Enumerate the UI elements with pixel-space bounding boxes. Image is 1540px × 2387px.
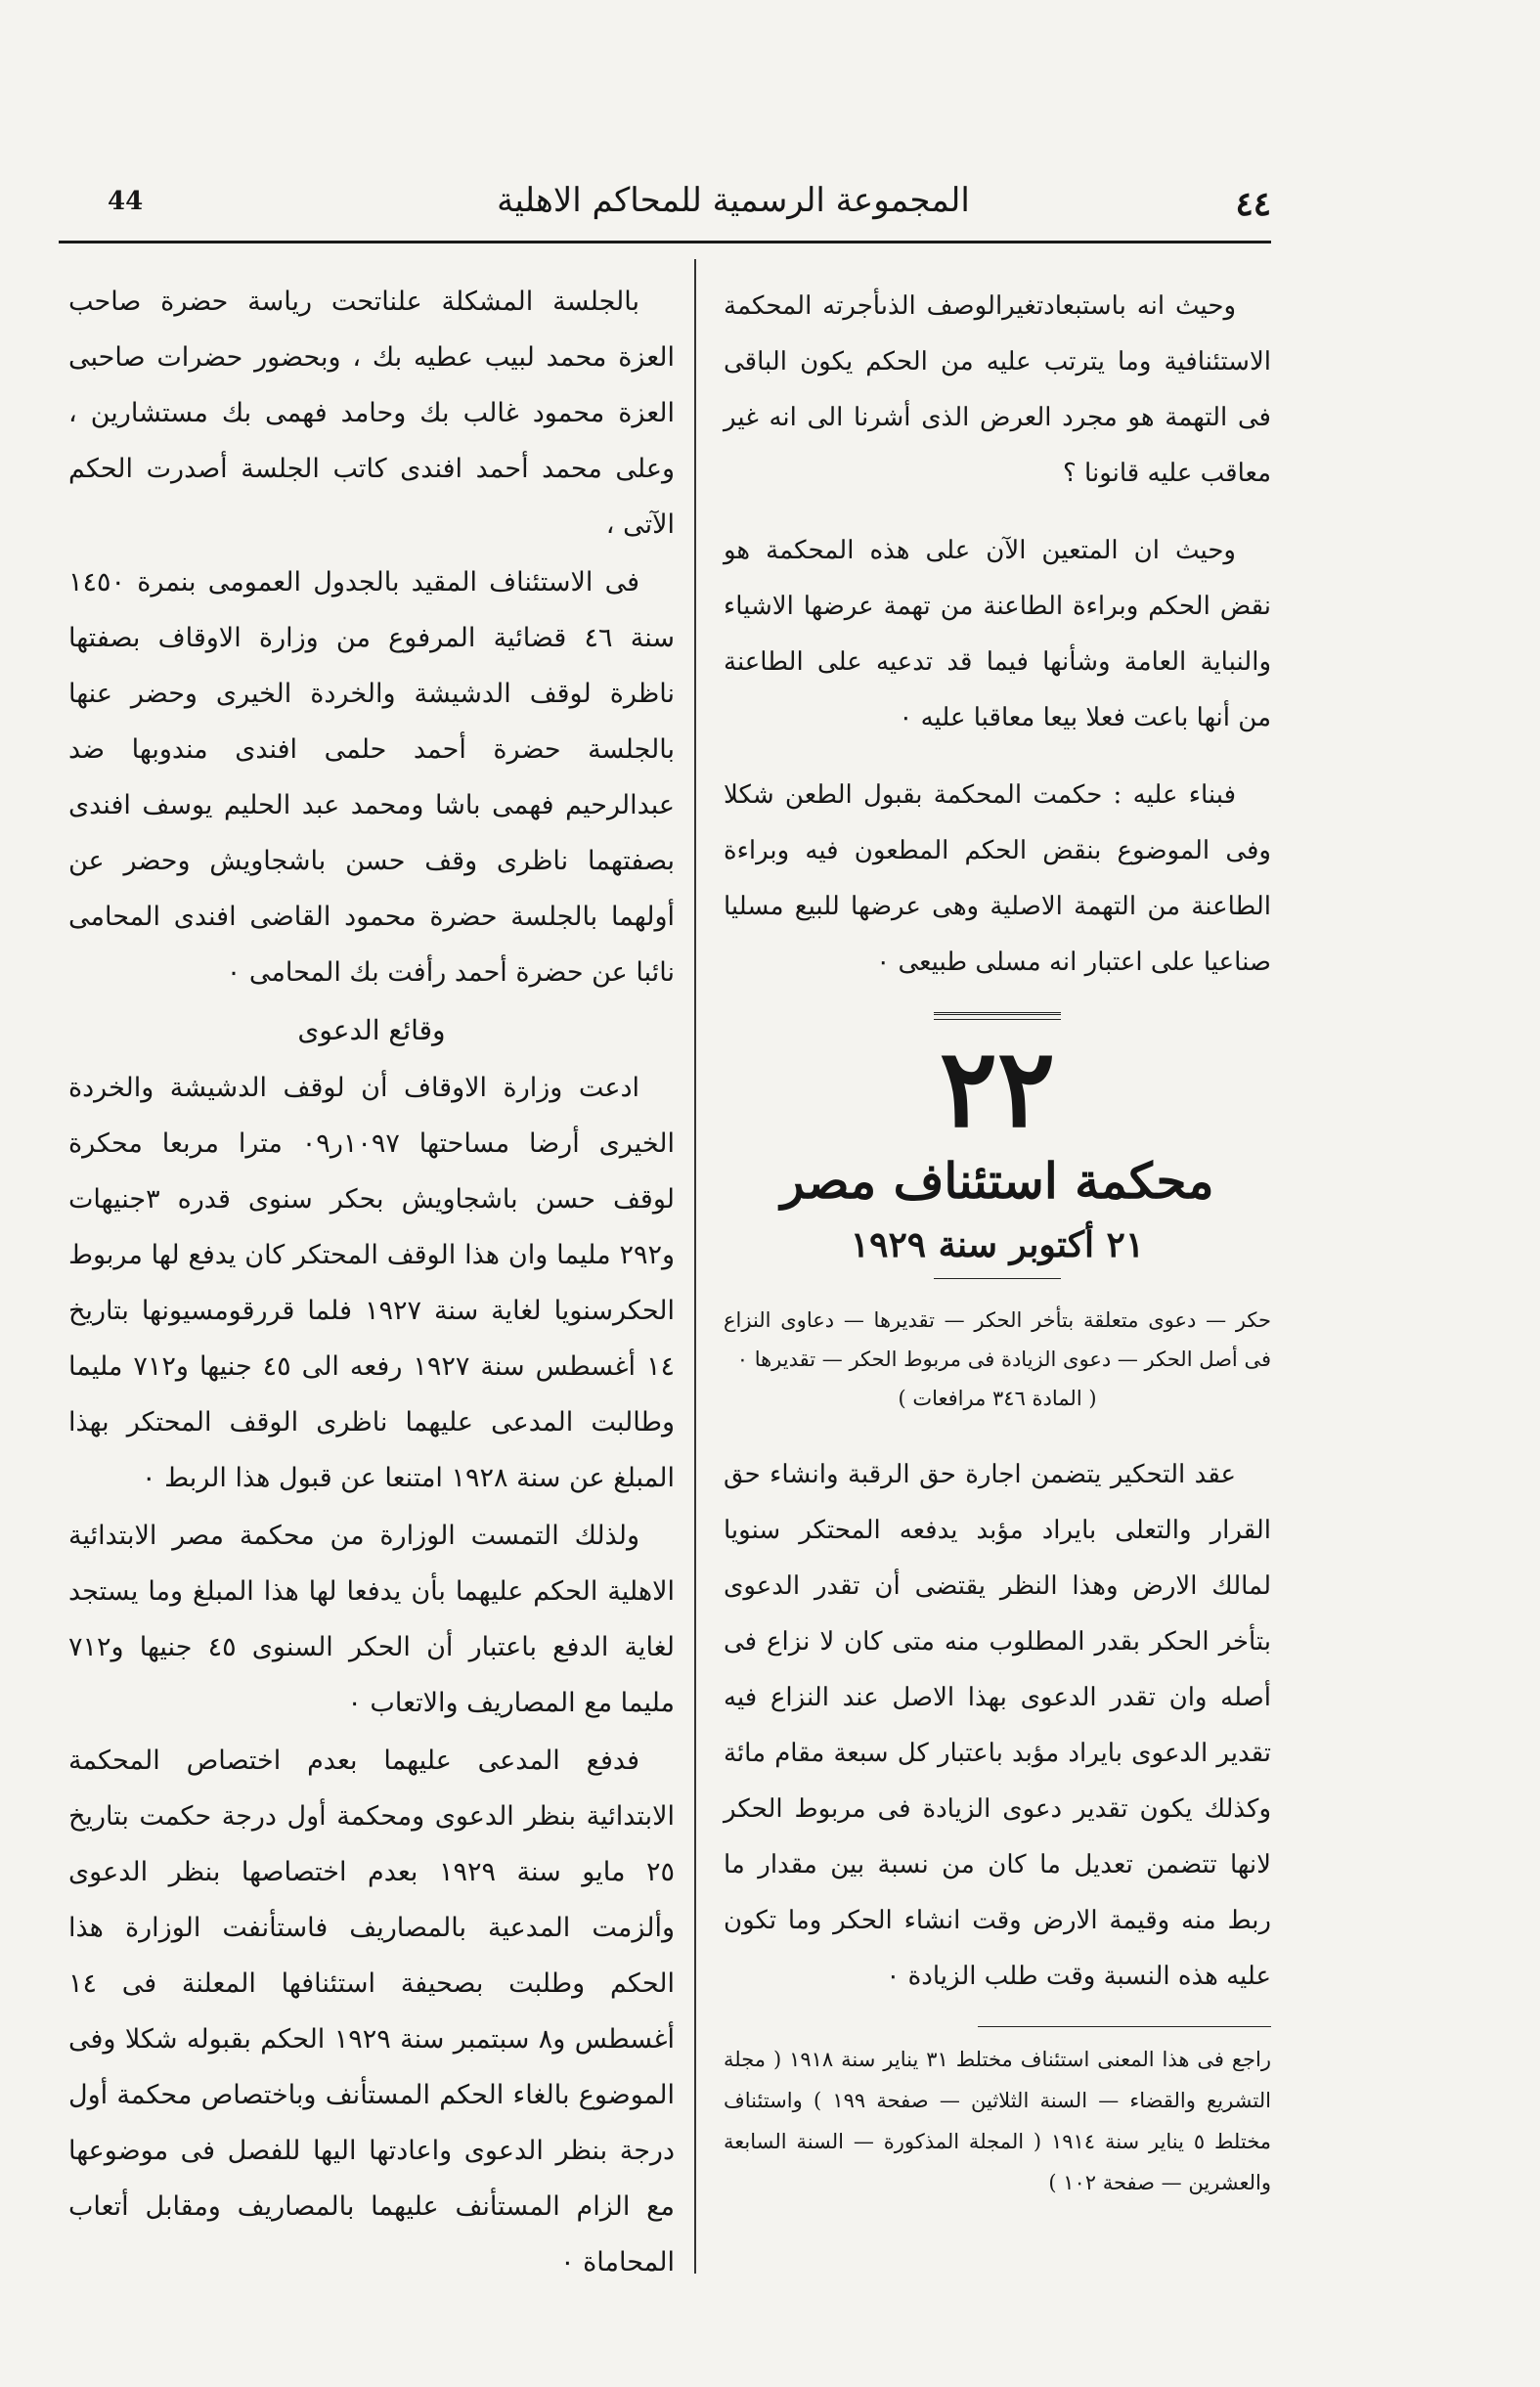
right-column: [724, 279, 1271, 2225]
header-rule: [59, 241, 1271, 243]
section-divider: [934, 1012, 1061, 1020]
court-name: محكمة استئناف مصر: [780, 1152, 1214, 1210]
ruling-summary: عقد التحكير يتضمن اجارة حق الرقبة وانشاء حق القرار والتعلى بايراد مؤبد يدفعه المحتكر سنويا لمالك الارض وهذا النظر يقتضى أن تقدر الدعوى بتأخر الحكر بقدر المطلوب منه متى كان لا نزاع فى أصله وان تقدر الدعوى بهذا الاصل عند النزاع فيه تقدير الدعوى بايراد مؤبد باعتبار كل سبعة مقام مائة وكذلك يكون تقدير دعوى الزيادة فى مربوط الحكر لانها تتضمن تعديل ما كان من نسبة بين مقدار ما ربط منه وقيمة الارض وقت انشاء الحكر وما تكون عليه هذه النسبة وقت طلب الزيادة ٠: [724, 1460, 1271, 1991]
paragraph: وحيث ان المتعين الآن على هذه المحكمة هو نقض الحكم وبراءة الطاعنة من تهمة عرضها الاشياء والنباية العامة وشأنها فيما قد تدعيه على الطاعنة من أنها باعت فعلا بيعا معاقبا عليه ٠: [724, 536, 1271, 732]
judgment-date: ٢١ أكتوبر سنة ١٩٢٩: [850, 1224, 1145, 1265]
left-column: [68, 274, 675, 2292]
paragraph: وحيث انه باستبعادتغيرالوصف الذىأجرته المحكمة الاستئنافية وما يترتب عليه من الحكم يكون الباقى فى التهمة هو مجرد العرض الذى أشرنا الى انه غير معاقب عليه قانونا ؟: [724, 291, 1271, 488]
footnote-rule: [978, 2026, 1271, 2027]
paragraph: فبناء عليه : حكمت المحكمة بقبول الطعن شكلا وفى الموضوع بنقض الحكم المطعون فيه وبراءة الطاعنة من التهمة الاصلية وهى عرضها للبيع مسليا صناعيا على اعتبار انه مسلى طبيعى ٠: [724, 780, 1271, 977]
paragraph: ادعت وزارة الاوقاف أن لوقف الدشيشة والخردة الخيرى أرضا مساحتها ١٠٩٧ر٠٩ مترا مربعا محكرة لوقف حسن باشجاويش بحكر سنوى قدره ٣جنيهات و٢٩٢ مليما وان هذا الوقف المحتكر كان يدفع لها مربوط الحكرسنويا لغاية سنة ١٩٢٧ فلما قررقومسيونها بتاريخ ١٤ أغسطس سنة ١٩٢٧ رفعه الى ٤٥ جنيها و٧١٢ مليما وطالبت المدعى عليهما ناظرى الوقف المحتكر بهذا المبلغ عن سنة ١٩٢٨ امتنعا عن قبول هذا الربط ٠: [68, 1073, 676, 1493]
running-header: [59, 181, 1271, 249]
date-rule: [934, 1278, 1061, 1279]
keywords-text: حكر — دعوى متعلقة بتأخر الحكر — تقديرها — دعاوى النزاع فى أصل الحكر — دعوى الزيادة فى مربوط الحكر — تقديرها ٠: [724, 1308, 1271, 1371]
paragraph: فدفع المدعى عليهما بعدم اختصاص المحكمة الابتدائية بنظر الدعوى ومحكمة أول درجة حكمت بتاريخ ٢٥ مايو سنة ١٩٢٩ بعدم اختصاصها بنظر الدعوى وألزمت المدعية بالمصاريف فاستأنفت الوزارة هذا الحكم وطلبت بصحيفة استئنافها المعلنة فى ١٤ أغسطس و٨ سبتمبر سنة ١٩٢٩ الحكم بقبوله شكلا وفى الموضوع بالغاء الحكم المستأنف وباختصاص محكمة أول درجة بنظر الدعوى واعادتها اليها للفصل فى موضوعها مع الزام المستأنف عليهما بالمصاريف ومقابل أتعاب المحاماة ٠: [68, 1746, 675, 2277]
page-number-latin: 44: [108, 187, 144, 216]
paragraph: فى الاستئناف المقيد بالجدول العمومى بنمرة ١٤٥٠ سنة ٤٦ قضائية المرفوع من وزارة الاوقاف بصفتها ناظرة لوقف الدشيشة والخردة الخيرى وحضر عنها بالجلسة حضرة أحمد حلمى افندى مندوبها ضد عبدالرحيم فهمى باشا ومحمد عبد الحليم يوسف افندى بصفتهما ناظرى وقف حسن باشجاويش وحضر عن أولهما بالجلسة حضرة محمود القاضى افندى المحامى نائبا عن حضرة أحمد رأفت بك المحامى ٠: [68, 567, 675, 988]
column-divider: [694, 259, 696, 2274]
article-reference: ( المادة ٣٤٦ مرافعات ): [898, 1387, 1097, 1410]
page-number-arabic: ٤٤: [1235, 185, 1271, 224]
section-subtitle: وقائع الدعوى: [297, 1014, 446, 1046]
footnote: راجع فى هذا المعنى استئناف مختلط ٣١ يناير سنة ١٩١٨ ( مجلة التشريع والقضاء — السنة الثلاثين — صفحة ١٩٩ ) واستئناف مختلط ٥ يناير سنة ١٩١٤ ( المجلة المذكورة — السنة السابعة والعشرين — صفحة ١٠٢ ): [724, 2048, 1272, 2194]
headnote-keywords: [724, 1301, 1271, 1418]
paragraph: ولذلك التمست الوزارة من محكمة مصر الابتدائية الاهلية الحكم عليهما بأن يدفعا لها هذا المبلغ وما يستجد لغاية الدفع باعتبار أن الحكر السنوى ٤٥ جنيها و٧١٢ مليما مع المصاريف والاتعاب ٠: [68, 1521, 675, 1718]
paragraph: بالجلسة المشكلة علناتحت رياسة حضرة صاحب العزة محمد لبيب عطيه بك ، وبحضور حضرات صاحبى العزة محمود غالب بك وحامد فهمى بك مستشارين ، وعلى محمد أحمد افندى كاتب الجلسة أصدرت الحكم الآتى ،: [68, 287, 675, 540]
case-number: ٢٢: [939, 1025, 1056, 1151]
journal-title: المجموعة الرسمية للمحاكم الاهلية: [497, 181, 970, 220]
